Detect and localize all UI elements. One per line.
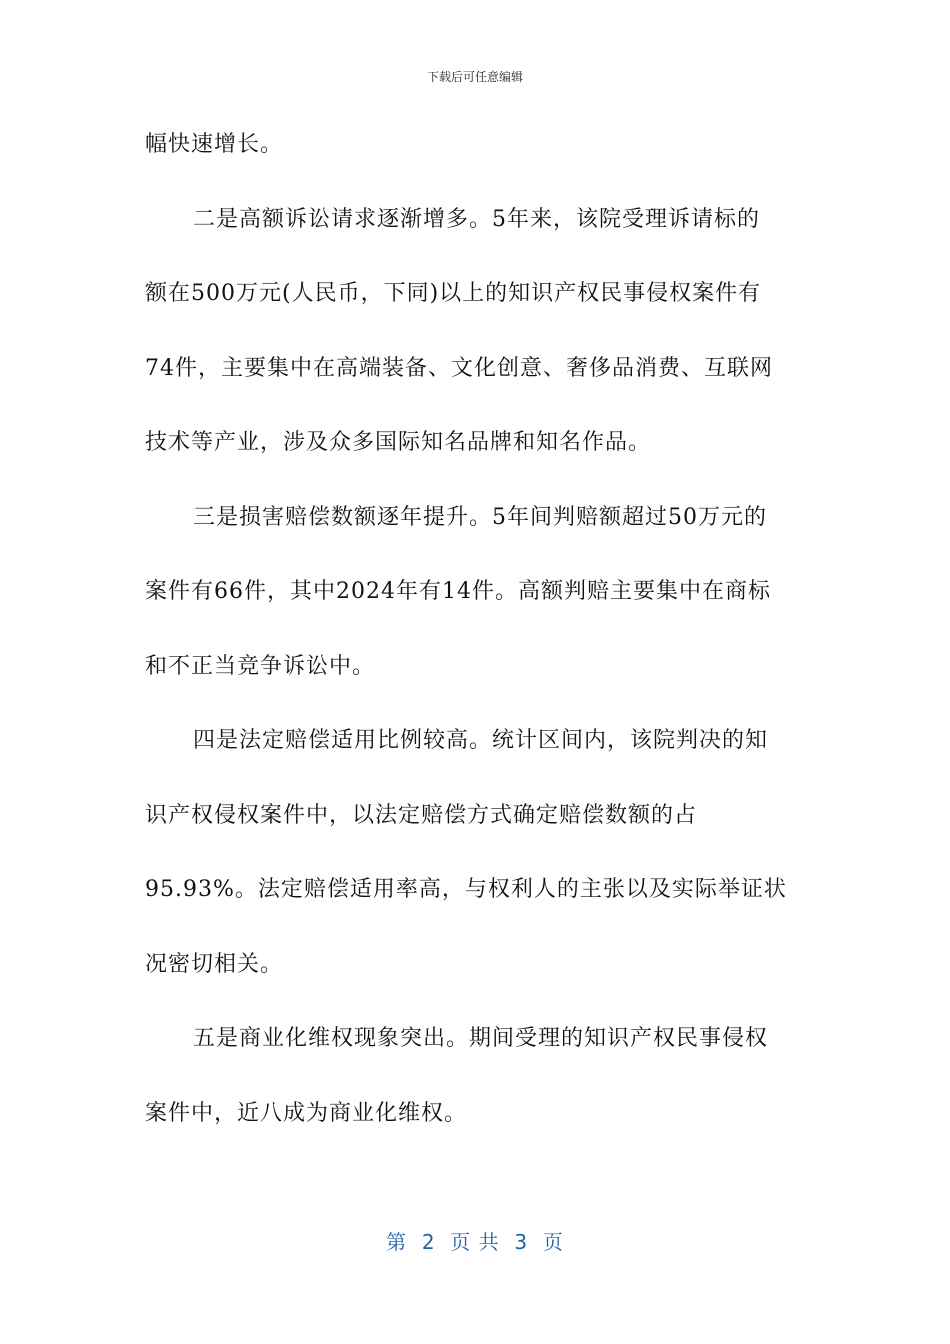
paragraph-line: 技术等产业，涉及众多国际知名品牌和知名作品。 <box>145 430 652 455</box>
document-body <box>145 122 805 1165</box>
paragraph-line: 三是损害赔偿数额逐年提升。5年间判赔额超过50万元的 <box>193 504 767 530</box>
paragraph-line: 案件中，近八成为商业化维权。 <box>145 1100 468 1126</box>
page-number-footer <box>0 1226 950 1255</box>
paragraph-line: 案件有66件，其中2024年有14件。高额判赔主要集中在商标 <box>145 579 771 604</box>
paragraph-line: 五是商业化维权现象突出。期间受理的知识产权民事侵权 <box>193 1026 769 1051</box>
paragraph-line: 额在500万元(人民币，下同)以上的知识产权民事侵权案件有 <box>145 281 762 306</box>
paragraph-line: 95.93%。法定赔偿适用率高，与权利人的主张以及实际举证状 <box>145 877 787 902</box>
page-number-text: 第 2 页 共 3 页 <box>386 1230 564 1254</box>
paragraph-line: 74件，主要集中在高端装备、文化创意、奢侈品消费、互联网 <box>145 355 773 381</box>
paragraph-line: 况密切相关。 <box>145 951 284 977</box>
paragraph-line: 识产权侵权案件中，以法定赔偿方式确定赔偿数额的占 <box>145 802 698 828</box>
paragraph-line: 四是法定赔偿适用比例较高。统计区间内，该院判决的知 <box>193 728 769 753</box>
page-header: 下载后可任意编辑 <box>426 70 523 84</box>
paragraph-line: 二是高额诉讼请求逐渐增多。5年来，该院受理诉请标的 <box>193 206 760 232</box>
paragraph-line: 幅快速增长。 <box>145 132 284 157</box>
paragraph-line: 和不正当竞争诉讼中。 <box>145 653 376 679</box>
